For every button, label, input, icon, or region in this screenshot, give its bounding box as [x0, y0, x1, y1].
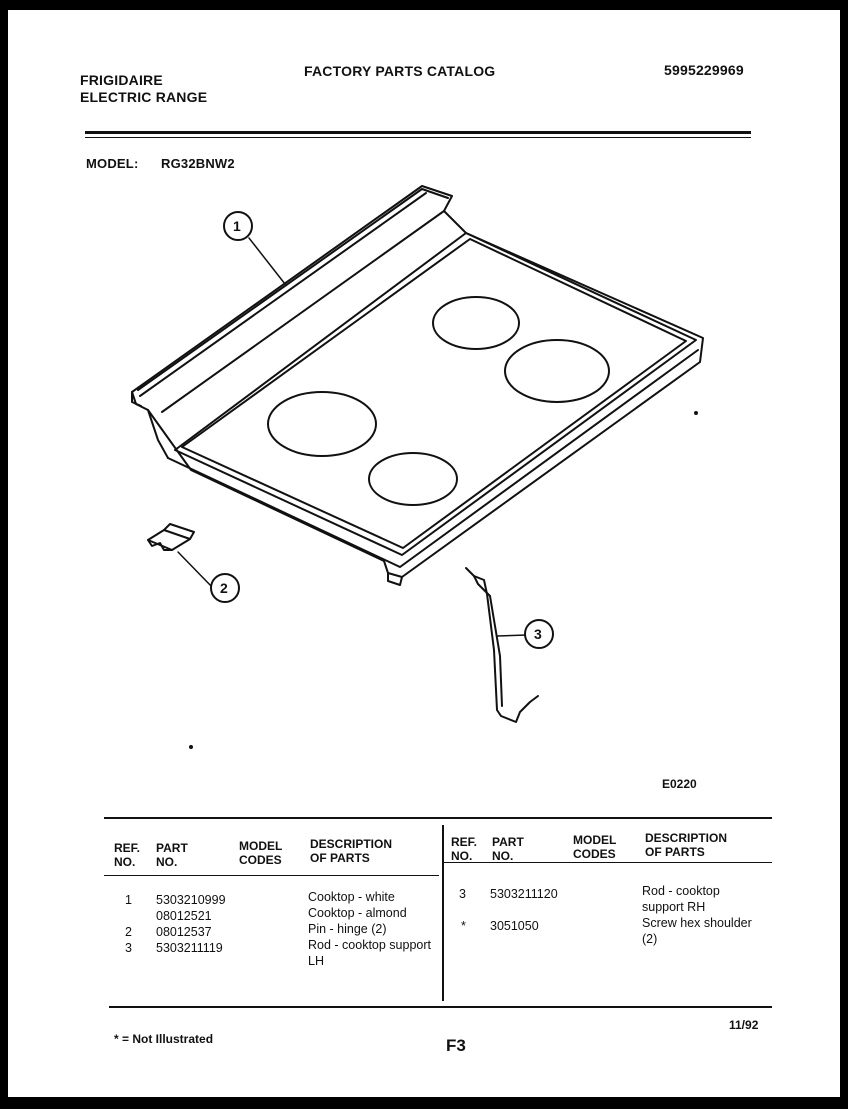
- row-ref: 1: [125, 893, 132, 907]
- catalog-page: [8, 10, 840, 1097]
- row-part: 08012521: [156, 909, 212, 923]
- support-rod-part: [466, 568, 538, 722]
- cooktop-part: [132, 186, 703, 585]
- header-model-codes-right: MODEL CODES: [573, 833, 617, 861]
- row-part: 5303211120: [490, 887, 558, 901]
- row-desc: Pin - hinge (2): [308, 922, 387, 936]
- hinge-pin-part: [148, 524, 194, 550]
- revision-date: 11/92: [729, 1018, 759, 1032]
- table-bottom-rule: [109, 1006, 772, 1008]
- table-column-divider: [442, 825, 444, 1001]
- row-part: 08012537: [156, 925, 212, 939]
- row-desc: Screw hex shoulder (2): [642, 916, 752, 946]
- row-desc: Cooktop - almond: [308, 906, 407, 920]
- row-ref: 3: [125, 941, 132, 955]
- row-part: 5303211119: [156, 941, 223, 955]
- row-desc: Rod - cooktop support RH: [642, 884, 720, 914]
- table-top-rule: [104, 817, 772, 819]
- row-part: 5303210999: [156, 893, 226, 907]
- row-part: 3051050: [490, 919, 539, 933]
- header-part-no: PART NO.: [156, 841, 188, 869]
- catalog-title: FACTORY PARTS CATALOG: [304, 63, 496, 79]
- table-header-rule-left: [104, 875, 439, 876]
- page-number: F3: [446, 1036, 466, 1055]
- callout-2-label: 2: [220, 580, 228, 596]
- not-illustrated-note: * = Not Illustrated: [114, 1032, 214, 1046]
- row-desc: Cooktop - white: [308, 890, 395, 904]
- row-ref: 3: [459, 887, 466, 901]
- callout-3-label: 3: [534, 626, 542, 642]
- brand-name: FRIGIDAIRE: [80, 72, 163, 88]
- row-ref: 2: [125, 925, 132, 939]
- header-part-no-right: PART NO.: [492, 835, 524, 863]
- header-description-right: DESCRIPTION OF PARTS: [645, 831, 728, 859]
- header-model-codes: MODEL CODES: [239, 839, 283, 867]
- product-type: ELECTRIC RANGE: [80, 89, 208, 105]
- exploded-parts-diagram: [8, 10, 840, 810]
- model-value: RG32BNW2: [161, 156, 235, 171]
- catalog-number: 5995229969: [664, 62, 744, 78]
- callout-1-label: 1: [233, 218, 241, 234]
- figure-code: E0220: [662, 777, 697, 791]
- header-ref-no: REF. NO.: [114, 841, 141, 869]
- row-desc: Rod - cooktop support LH: [308, 938, 431, 968]
- model-label: MODEL:: [86, 156, 139, 171]
- header-description: DESCRIPTION OF PARTS: [310, 837, 393, 865]
- row-ref: *: [461, 919, 466, 933]
- header-ref-no-right: REF. NO.: [451, 835, 478, 863]
